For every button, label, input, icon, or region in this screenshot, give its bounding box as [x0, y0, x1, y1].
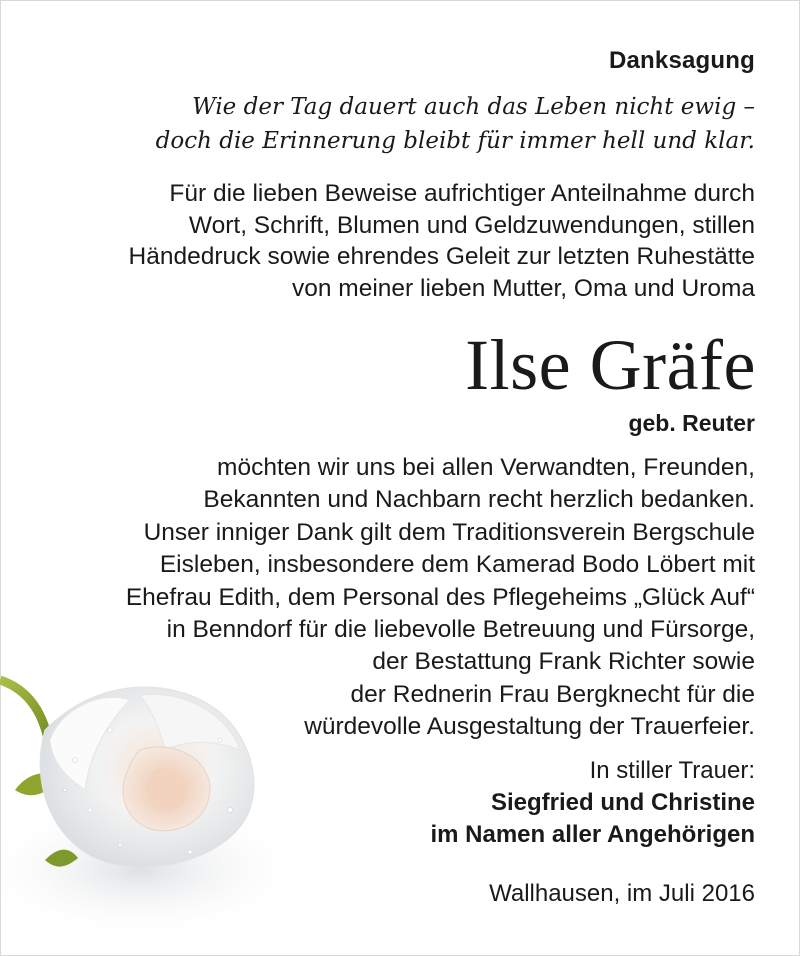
notice-heading: Danksagung — [608, 47, 755, 74]
mourner-names: Siegfried und Christine — [490, 789, 755, 816]
text-line: Wort, Schrift, Blumen und Geldzuwendungen, stillen — [188, 211, 755, 239]
text-line: Eisleben, insbesondere dem Kamerad Bodo Löbert mit — [159, 551, 755, 579]
mourning-signature — [430, 755, 755, 851]
deceased-name: Ilse Gräfe — [465, 325, 756, 405]
place-date: Wallhausen, im Juli 2016 — [489, 880, 755, 907]
text-line: in Benndorf für die liebevolle Betreuung und Fürsorge, — [166, 616, 755, 644]
text-line: Ehefrau Edith, dem Personal des Pflegeheims „Glück Auf“ — [125, 583, 755, 611]
text-line: Für die lieben Beweise aufrichtiger Anteilnahme durch — [169, 180, 755, 207]
text-line: von meiner lieben Mutter, Oma und Uroma — [292, 274, 755, 302]
mourner-names: im Namen aller Angehörigen — [430, 821, 755, 848]
text-line: der Rednerin Frau Bergknecht für die — [350, 680, 755, 708]
motto-line: Wie der Tag dauert auch das Leben nicht ewig – — [192, 94, 755, 120]
maiden-name: geb. Reuter — [628, 410, 755, 436]
intro-paragraph — [129, 178, 755, 304]
text-line: möchten wir uns bei allen Verwandten, Freunden, — [217, 454, 755, 481]
text-line: der Bestattung Frank Richter sowie — [372, 648, 755, 676]
motto-line: doch die Erinnerung bleibt für immer hell und klar. — [155, 128, 755, 154]
thanks-paragraph — [126, 452, 755, 744]
text-line: Händedruck sowie ehrendes Geleit zur letzten Ruhestätte — [128, 243, 755, 270]
text-line: Bekannten und Nachbarn recht herzlich bedanken. — [203, 486, 755, 514]
motto-quote — [156, 90, 755, 158]
mourning-intro: In stiller Trauer: — [589, 757, 755, 784]
text-line: würdevolle Ausgestaltung der Trauerfeier. — [304, 713, 755, 741]
text-line: Unser inniger Dank gilt dem Traditionsverein Bergschule — [143, 518, 755, 546]
